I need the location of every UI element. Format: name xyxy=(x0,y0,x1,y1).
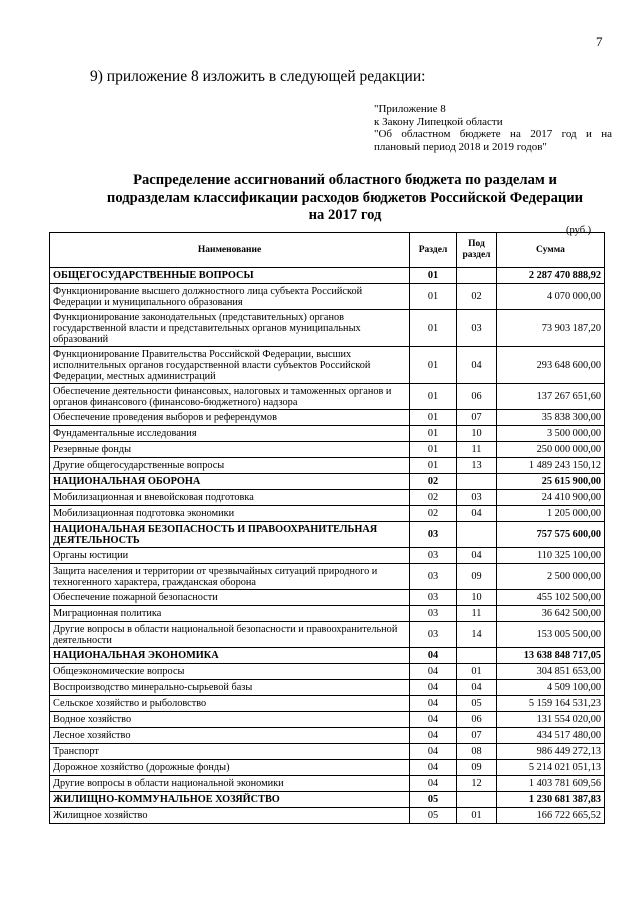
cell-amount: 1 205 000,00 xyxy=(497,506,605,522)
table-row xyxy=(50,712,605,728)
units-label: (руб.) xyxy=(566,225,592,236)
appendix-note-line: к Закону Липецкой области xyxy=(374,115,503,128)
cell-name: Другие общегосударственные вопросы xyxy=(50,458,410,474)
cell-amount: 4 070 000,00 xyxy=(497,284,605,310)
cell-name: Мобилизационная подготовка экономики xyxy=(50,506,410,522)
cell-name: ОБЩЕГОСУДАРСТВЕННЫЕ ВОПРОСЫ xyxy=(50,268,410,284)
table-row xyxy=(50,347,605,384)
header-amount: Сумма xyxy=(497,233,605,268)
table-body xyxy=(50,268,605,824)
cell-name: Обеспечение деятельности финансовых, налоговых и таможенных органов и органов финансового (финансово-бюджетного) надзора xyxy=(50,384,410,410)
cell-name: Функционирование высшего должностного лица субъекта Российской Федерации и муниципального образования xyxy=(50,284,410,310)
cell-name: Фундаментальные исследования xyxy=(50,426,410,442)
cell-amount: 434 517 480,00 xyxy=(497,728,605,744)
table-row xyxy=(50,680,605,696)
cell-amount: 5 214 021 051,13 xyxy=(497,760,605,776)
cell-section: 01 xyxy=(410,458,457,474)
table-section-row xyxy=(50,268,605,284)
cell-section: 01 xyxy=(410,310,457,347)
table-row xyxy=(50,506,605,522)
cell-subsection: 04 xyxy=(457,506,497,522)
cell-name: Мобилизационная и вневойсковая подготовка xyxy=(50,490,410,506)
cell-name: Лесное хозяйство xyxy=(50,728,410,744)
cell-amount: 4 509 100,00 xyxy=(497,680,605,696)
cell-amount: 3 500 000,00 xyxy=(497,426,605,442)
table-row xyxy=(50,744,605,760)
cell-subsection: 01 xyxy=(457,808,497,824)
cell-section: 03 xyxy=(410,590,457,606)
cell-section: 01 xyxy=(410,384,457,410)
cell-name: ЖИЛИЩНО-КОММУНАЛЬНОЕ ХОЗЯЙСТВО xyxy=(50,792,410,808)
cell-subsection: 07 xyxy=(457,728,497,744)
cell-subsection: 11 xyxy=(457,442,497,458)
appendix-note xyxy=(374,103,612,153)
cell-amount: 250 000 000,00 xyxy=(497,442,605,458)
cell-amount: 131 554 020,00 xyxy=(497,712,605,728)
cell-subsection: 09 xyxy=(457,564,497,590)
intro-paragraph: 9) приложение 8 изложить в следующей редакции: xyxy=(90,68,426,85)
cell-name: Другие вопросы в области национальной экономики xyxy=(50,776,410,792)
cell-name: Защита населения и территории от чрезвычайных ситуаций природного и техногенного характера, гражданская оборона xyxy=(50,564,410,590)
table-row xyxy=(50,590,605,606)
cell-section: 03 xyxy=(410,606,457,622)
cell-subsection: 01 xyxy=(457,664,497,680)
cell-section: 04 xyxy=(410,696,457,712)
title-line: на 2017 год xyxy=(308,207,382,223)
table-section-row xyxy=(50,648,605,664)
cell-subsection: 07 xyxy=(457,410,497,426)
table-row xyxy=(50,310,605,347)
header-subsection: Под раздел xyxy=(457,233,497,268)
cell-amount: 293 648 600,00 xyxy=(497,347,605,384)
cell-subsection: 02 xyxy=(457,284,497,310)
cell-section: 04 xyxy=(410,712,457,728)
cell-section: 04 xyxy=(410,728,457,744)
cell-amount: 35 838 300,00 xyxy=(497,410,605,426)
cell-amount: 153 005 500,00 xyxy=(497,622,605,648)
cell-subsection: 04 xyxy=(457,548,497,564)
cell-name: Резервные фонды xyxy=(50,442,410,458)
appendix-note-line: "Об областном бюджете на 2017 год и на xyxy=(374,128,612,140)
cell-amount: 13 638 848 717,05 xyxy=(497,648,605,664)
appendix-note-line: плановый период 2018 и 2019 годов" xyxy=(374,140,547,153)
cell-name: Сельское хозяйство и рыболовство xyxy=(50,696,410,712)
cell-amount: 1 403 781 609,56 xyxy=(497,776,605,792)
table-row xyxy=(50,696,605,712)
cell-name: Обеспечение проведения выборов и референдумов xyxy=(50,410,410,426)
cell-name: Миграционная политика xyxy=(50,606,410,622)
cell-name: Жилищное хозяйство xyxy=(50,808,410,824)
cell-subsection: 08 xyxy=(457,744,497,760)
cell-section: 05 xyxy=(410,792,457,808)
cell-name: Функционирование Правительства Российской Федерации, высших исполнительных органов государственной власти субъектов Российской Федерации, местных администраций xyxy=(50,347,410,384)
budget-table xyxy=(49,232,605,824)
title-line: Распределение ассигнований областного бюджета по разделам и xyxy=(133,172,557,188)
cell-subsection: 03 xyxy=(457,310,497,347)
cell-section: 02 xyxy=(410,474,457,490)
cell-subsection: 05 xyxy=(457,696,497,712)
cell-section: 04 xyxy=(410,744,457,760)
table-row xyxy=(50,410,605,426)
table-row xyxy=(50,458,605,474)
table-row xyxy=(50,622,605,648)
cell-name: Органы юстиции xyxy=(50,548,410,564)
cell-section: 04 xyxy=(410,760,457,776)
cell-name: Транспорт xyxy=(50,744,410,760)
cell-section: 02 xyxy=(410,506,457,522)
cell-section: 01 xyxy=(410,410,457,426)
cell-amount: 110 325 100,00 xyxy=(497,548,605,564)
cell-name: Обеспечение пожарной безопасности xyxy=(50,590,410,606)
cell-amount: 25 615 900,00 xyxy=(497,474,605,490)
cell-amount: 2 500 000,00 xyxy=(497,564,605,590)
cell-subsection: 12 xyxy=(457,776,497,792)
cell-name: НАЦИОНАЛЬНАЯ ЭКОНОМИКА xyxy=(50,648,410,664)
cell-name: Функционирование законодательных (представительных) органов государственной власти и представительных органов муниципальных образований xyxy=(50,310,410,347)
cell-section: 04 xyxy=(410,664,457,680)
cell-subsection: 10 xyxy=(457,426,497,442)
table-row xyxy=(50,384,605,410)
appendix-note-line: "Приложение 8 xyxy=(374,103,446,115)
header-section: Раздел xyxy=(410,233,457,268)
cell-section: 01 xyxy=(410,284,457,310)
cell-subsection xyxy=(457,792,497,808)
cell-section: 02 xyxy=(410,490,457,506)
title-line: подразделам классификации расходов бюджетов Российской Федерации xyxy=(106,189,584,206)
cell-section: 01 xyxy=(410,442,457,458)
cell-subsection: 04 xyxy=(457,347,497,384)
table-header-row xyxy=(50,233,605,268)
cell-name: Воспроизводство минерально-сырьевой базы xyxy=(50,680,410,696)
cell-subsection xyxy=(457,474,497,490)
cell-subsection: 11 xyxy=(457,606,497,622)
cell-subsection: 10 xyxy=(457,590,497,606)
cell-section: 05 xyxy=(410,808,457,824)
cell-name: Водное хозяйство xyxy=(50,712,410,728)
table-row xyxy=(50,442,605,458)
table-row xyxy=(50,548,605,564)
cell-section: 01 xyxy=(410,268,457,284)
cell-amount: 2 287 470 888,92 xyxy=(497,268,605,284)
cell-section: 04 xyxy=(410,648,457,664)
cell-subsection: 03 xyxy=(457,490,497,506)
table-section-row xyxy=(50,474,605,490)
table-row xyxy=(50,564,605,590)
cell-name: Дорожное хозяйство (дорожные фонды) xyxy=(50,760,410,776)
cell-subsection xyxy=(457,268,497,284)
cell-name: Общеэкономические вопросы xyxy=(50,664,410,680)
cell-amount: 455 102 500,00 xyxy=(497,590,605,606)
cell-amount: 986 449 272,13 xyxy=(497,744,605,760)
cell-name: НАЦИОНАЛЬНАЯ БЕЗОПАСНОСТЬ И ПРАВООХРАНИТЕЛЬНАЯ ДЕЯТЕЛЬНОСТЬ xyxy=(50,522,410,548)
cell-subsection: 06 xyxy=(457,712,497,728)
cell-section: 04 xyxy=(410,776,457,792)
table-section-row xyxy=(50,522,605,548)
cell-subsection: 09 xyxy=(457,760,497,776)
cell-amount: 73 903 187,20 xyxy=(497,310,605,347)
table-row xyxy=(50,760,605,776)
cell-section: 04 xyxy=(410,680,457,696)
document-title xyxy=(95,172,595,225)
header-name: Наименование xyxy=(50,233,410,268)
table-section-row xyxy=(50,792,605,808)
cell-amount: 1 489 243 150,12 xyxy=(497,458,605,474)
cell-subsection: 13 xyxy=(457,458,497,474)
table-row xyxy=(50,808,605,824)
table-row xyxy=(50,664,605,680)
cell-amount: 36 642 500,00 xyxy=(497,606,605,622)
cell-section: 03 xyxy=(410,622,457,648)
cell-amount: 137 267 651,60 xyxy=(497,384,605,410)
table-row xyxy=(50,490,605,506)
cell-section: 03 xyxy=(410,522,457,548)
cell-name: НАЦИОНАЛЬНАЯ ОБОРОНА xyxy=(50,474,410,490)
table-row xyxy=(50,776,605,792)
table-row xyxy=(50,284,605,310)
cell-amount: 5 159 164 531,23 xyxy=(497,696,605,712)
cell-name: Другие вопросы в области национальной безопасности и правоохранительной деятельности xyxy=(50,622,410,648)
cell-subsection: 04 xyxy=(457,680,497,696)
cell-section: 01 xyxy=(410,426,457,442)
cell-subsection xyxy=(457,522,497,548)
cell-amount: 24 410 900,00 xyxy=(497,490,605,506)
table-row xyxy=(50,426,605,442)
page-number: 7 xyxy=(596,34,603,49)
cell-subsection xyxy=(457,648,497,664)
cell-amount: 304 851 653,00 xyxy=(497,664,605,680)
cell-section: 03 xyxy=(410,564,457,590)
cell-section: 03 xyxy=(410,548,457,564)
cell-subsection: 06 xyxy=(457,384,497,410)
cell-amount: 166 722 665,52 xyxy=(497,808,605,824)
cell-section: 01 xyxy=(410,347,457,384)
cell-amount: 757 575 600,00 xyxy=(497,522,605,548)
table-row xyxy=(50,606,605,622)
cell-subsection: 14 xyxy=(457,622,497,648)
cell-amount: 1 230 681 387,83 xyxy=(497,792,605,808)
table-row xyxy=(50,728,605,744)
